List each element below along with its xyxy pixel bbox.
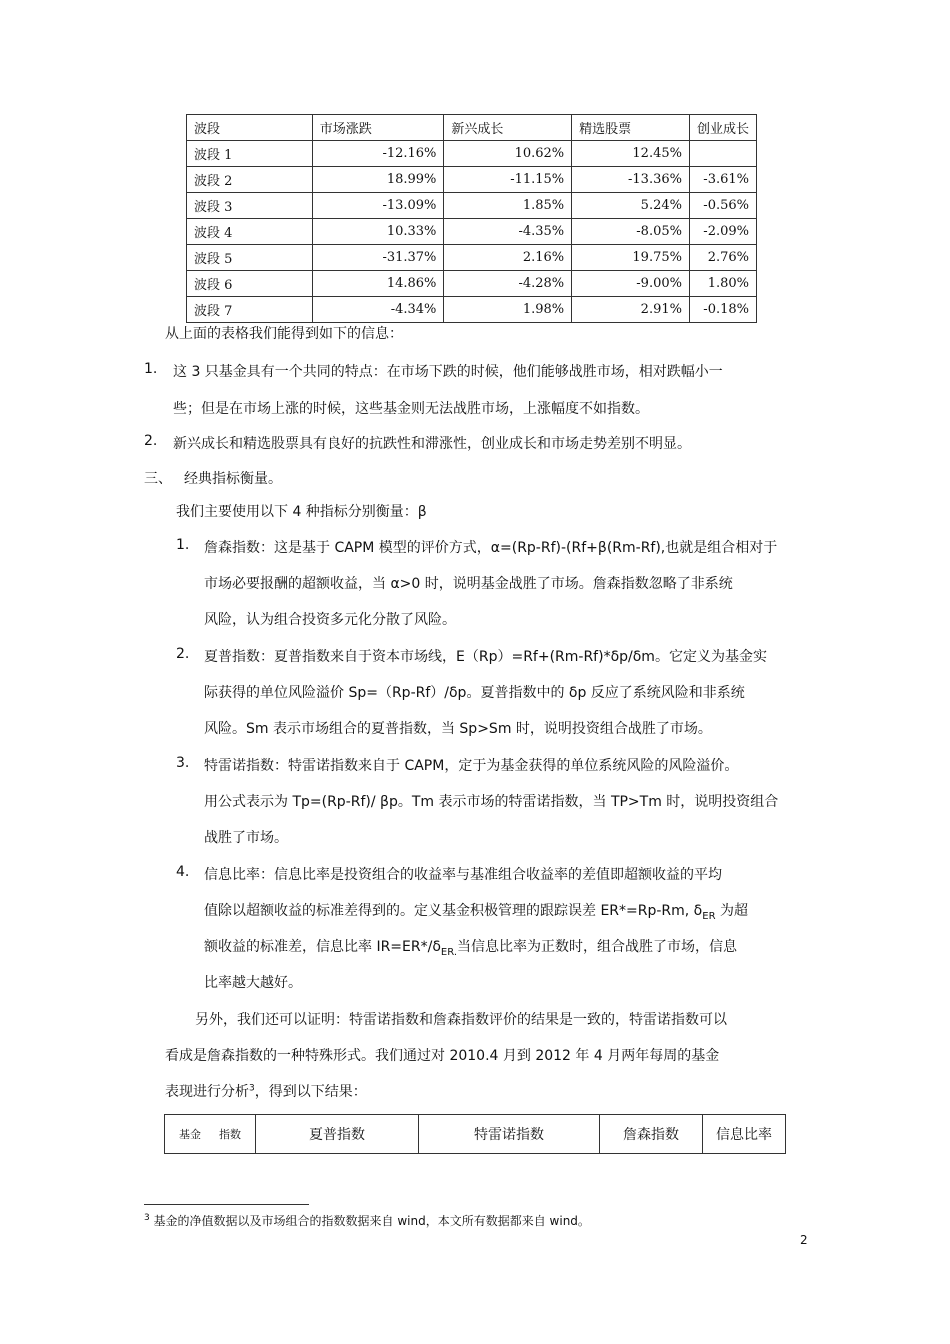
footnote: $^3$ 基金的净值数据以及市场组合的指数数据来自 wind，本文所有数据都来自 wind。 (144, 1213, 590, 1228)
measure-intro: 我们主要使用以下 4 种指标分别衡量：β (176, 504, 427, 520)
indicator-1-line-3: 风险，认为组合投资多元化分散了风险。 (204, 612, 456, 628)
value-cell: -11.15% (444, 167, 572, 193)
table-row (187, 219, 757, 245)
value-cell: -4.34% (312, 297, 444, 323)
column-header: 精选股票 (572, 115, 690, 141)
value-cell: 2.76% (689, 245, 756, 271)
corner-header-cell: 基金 指数 (165, 1115, 256, 1154)
closing-line-2: 看成是詹森指数的一种特殊形式。我们通过对 2010.4 月到 2012 年 4 月两年每周的基金 (165, 1048, 720, 1064)
value-cell: 1.98% (444, 297, 572, 323)
table-row (187, 167, 757, 193)
footnote-reference[interactable]: 3 (249, 1083, 255, 1094)
row-label-cell: 波段 2 (187, 167, 313, 193)
value-cell: -4.28% (444, 271, 572, 297)
closing-line-1: 另外，我们还可以证明：特雷诺指数和詹森指数评价的结果是一致的，特雷诺指数可以 (195, 1012, 727, 1028)
indicator-4-line-4: 比率越大越好。 (204, 975, 302, 991)
row-label-cell: 波段 7 (187, 297, 313, 323)
wave-performance-table (186, 114, 757, 323)
indicator-2-line-2: 际获得的单位风险溢价 Sp=（Rp-Rf）/δp。夏普指数中的 δp 反应了系统风险和非系统 (204, 685, 745, 701)
row-label-cell: 波段 3 (187, 193, 313, 219)
finding-1-line-1: 这 3 只基金具有一个共同的特点：在市场下跌的时候，他们能够战胜市场，相对跌幅小一 (173, 364, 723, 380)
column-header: 市场涨跌 (312, 115, 444, 141)
value-cell: 2.16% (444, 245, 572, 271)
index-results-table (164, 1114, 786, 1154)
finding-1-line-2: 些；但是在市场上涨的时候，这些基金则无法战胜市场，上涨幅度不如指数。 (173, 401, 649, 417)
indicator-2-line-3: 风险。Sm 表示市场组合的夏普指数，当 Sp>Sm 时，说明投资组合战胜了市场。 (204, 721, 712, 737)
indicator-4-number: 4. (176, 864, 190, 880)
indicator-4-line-1: 信息比率：信息比率是投资组合的收益率与基准组合收益率的差值即超额收益的平均 (204, 867, 722, 883)
value-cell: 19.75% (572, 245, 690, 271)
value-cell: 12.45% (572, 141, 690, 167)
header-sharpe: 夏普指数 (256, 1115, 419, 1154)
indicator-3-line-1: 特雷诺指数：特雷诺指数来自于 CAPM，定于为基金获得的单位系统风险的风险溢价。 (204, 758, 739, 774)
value-cell: -13.36% (572, 167, 690, 193)
indicator-1-line-1: 詹森指数：这是基于 CAPM 模型的评价方式，α=(Rp-Rf)-(Rf+β(Rm-Rf),也就是组合相对于 (204, 540, 778, 556)
column-header: 波段 (187, 115, 313, 141)
column-header: 创业成长 (689, 115, 756, 141)
row-label-cell: 波段 5 (187, 245, 313, 271)
table-intro-text: 从上面的表格我们能得到如下的信息： (165, 326, 403, 342)
header-jensen: 詹森指数 (600, 1115, 703, 1154)
value-cell: -31.37% (312, 245, 444, 271)
indicator-4-line-2: 值除以超额收益的标准差得到的。定义基金积极管理的跟踪误差 ER*=Rp-Rm, $\delta_{ER}$ 为超 (204, 903, 748, 922)
table-header-row (187, 115, 757, 141)
indicator-1-line-2: 市场必要报酬的超额收益，当 α>0 时，说明基金战胜了市场。詹森指数忽略了非系统 (204, 576, 733, 592)
indicator-4-line-3: 额收益的标准差，信息比率 $IR=ER*/\delta_{ER.}$当信息比率为正数时，组合战胜了市场，信息 (204, 939, 737, 958)
table-row (187, 297, 757, 323)
column-header: 新兴成长 (444, 115, 572, 141)
row-label-cell: 波段 1 (187, 141, 313, 167)
table-row (165, 1115, 786, 1154)
row-label-cell: 波段 4 (187, 219, 313, 245)
value-cell: -2.09% (689, 219, 756, 245)
table-row (187, 271, 757, 297)
indicator-2-line-1: 夏普指数：夏普指数来自于资本市场线，E（Rp）=Rf+(Rm-Rf)*δp/δm。它定义为基金实 (204, 649, 767, 665)
value-cell: 1.85% (444, 193, 572, 219)
value-cell: 18.99% (312, 167, 444, 193)
row-label-cell: 波段 6 (187, 271, 313, 297)
indicator-3-line-2: 用公式表示为 Tp=(Rp-Rf)/ βp。Tm 表示市场的特雷诺指数，当 TP>Tm 时，说明投资组合 (204, 794, 779, 810)
page-number: 2 (800, 1233, 808, 1247)
table-row (187, 245, 757, 271)
value-cell: 10.62% (444, 141, 572, 167)
finding-2-line-1: 新兴成长和精选股票具有良好的抗跌性和滞涨性，创业成长和市场走势差别不明显。 (173, 436, 691, 452)
section-3-title: 经典指标衡量。 (184, 471, 282, 487)
value-cell: -0.18% (689, 297, 756, 323)
value-cell: -9.00% (572, 271, 690, 297)
header-information-ratio: 信息比率 (703, 1115, 786, 1154)
finding-1-number: 1. (144, 361, 158, 377)
indicator-2-number: 2. (176, 646, 190, 662)
value-cell: -12.16% (312, 141, 444, 167)
value-cell: 14.86% (312, 271, 444, 297)
indicator-1-number: 1. (176, 537, 190, 553)
value-cell: -8.05% (572, 219, 690, 245)
table-row (187, 141, 757, 167)
value-cell: 10.33% (312, 219, 444, 245)
value-cell (689, 141, 756, 167)
value-cell: 2.91% (572, 297, 690, 323)
value-cell: -0.56% (689, 193, 756, 219)
footnote-separator (144, 1204, 309, 1205)
indicator-3-line-3: 战胜了市场。 (204, 830, 288, 846)
value-cell: -13.09% (312, 193, 444, 219)
value-cell: 1.80% (689, 271, 756, 297)
table-row (187, 193, 757, 219)
value-cell: -4.35% (444, 219, 572, 245)
finding-2-number: 2. (144, 433, 158, 449)
indicator-3-number: 3. (176, 755, 190, 771)
value-cell: 5.24% (572, 193, 690, 219)
value-cell: -3.61% (689, 167, 756, 193)
section-3-number: 三、 (144, 471, 172, 487)
header-treynor: 特雷诺指数 (419, 1115, 600, 1154)
closing-line-3: 表现进行分析$^3$，得到以下结果： (165, 1083, 367, 1100)
